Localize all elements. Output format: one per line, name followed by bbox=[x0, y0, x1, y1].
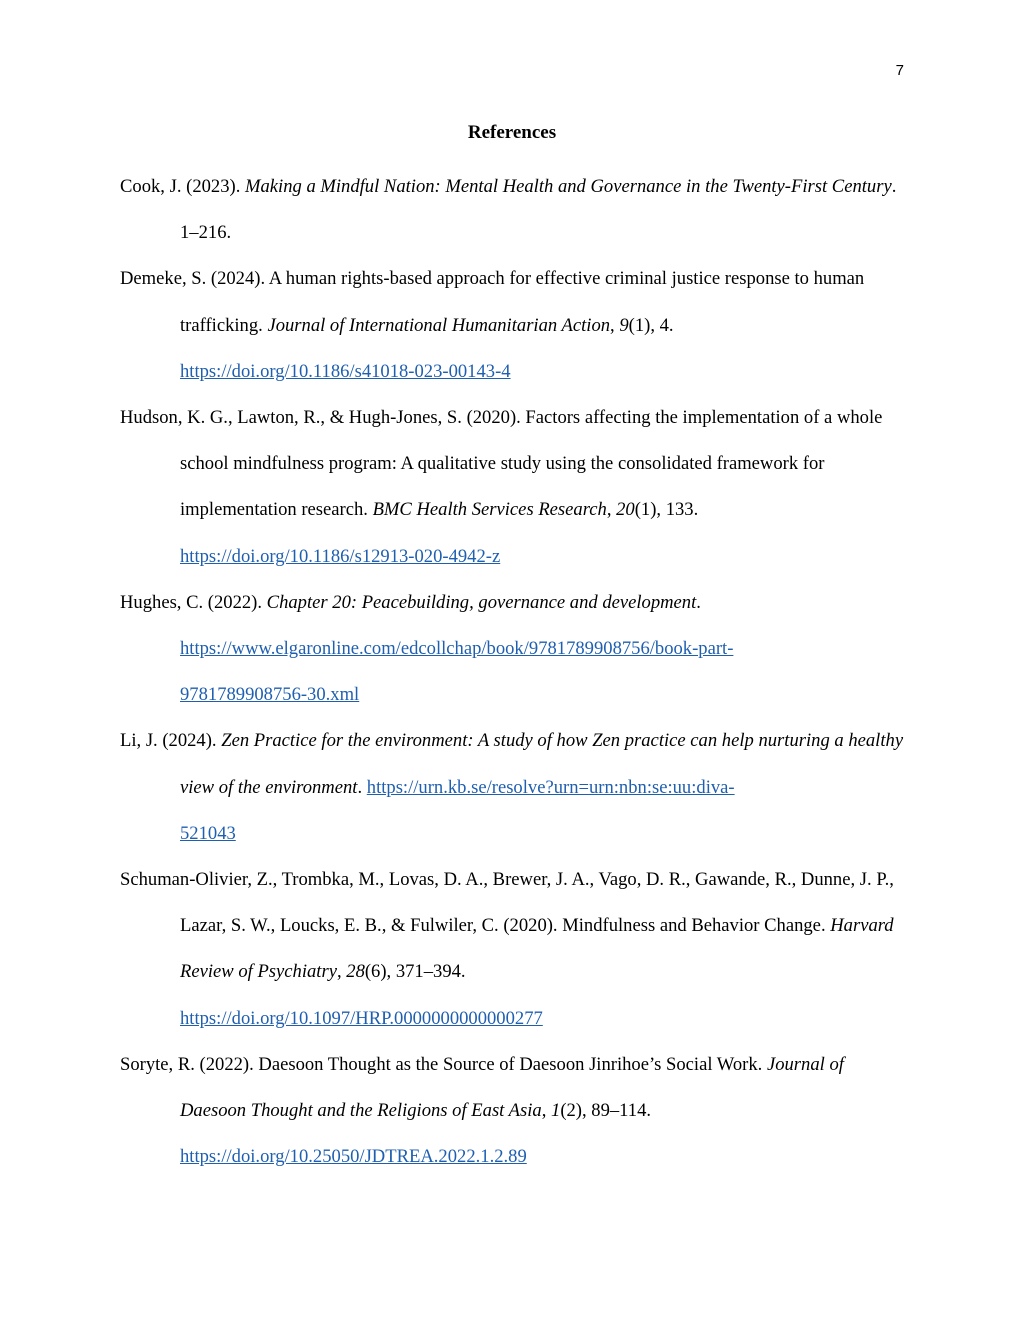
doi-link[interactable]: https://doi.org/10.25050/JDTREA.2022.1.2.89 bbox=[180, 1146, 527, 1168]
reference-title: Zen Practice for the environment: A study of how Zen practice can help nurturing a healthy view of the environment bbox=[180, 730, 904, 798]
references-heading: References bbox=[467, 122, 557, 143]
reference-list bbox=[120, 164, 910, 1180]
reference-journal: Journal of Daesoon Thought and the Religions of East Asia bbox=[180, 1053, 844, 1122]
reference-pages: . 1–216. bbox=[180, 176, 897, 244]
reference-demeke-2024 bbox=[120, 256, 910, 395]
reference-text: Li, J. (2024). bbox=[120, 730, 222, 752]
reference-li-2024 bbox=[120, 718, 910, 857]
reference-period: . bbox=[696, 591, 701, 613]
reference-period: . bbox=[357, 776, 363, 798]
reference-text: Demeke, S. (2024). A human rights-based approach for effective criminal justice response to human trafficking. bbox=[120, 268, 865, 336]
reference-soryte-2022 bbox=[120, 1042, 910, 1181]
reference-volume: 20 bbox=[616, 499, 635, 521]
reference-issue-pages: (2), 89–114. bbox=[560, 1100, 652, 1122]
reference-separator: , bbox=[606, 499, 617, 521]
reference-text: Cook, J. (2023). bbox=[120, 176, 245, 197]
reference-text: Hudson, K. G., Lawton, R., & Hugh-Jones, S. (2020). Factors affecting the implementation of a whole school mindfulness program: A qualitative study using the consolidated framework for implementation research. bbox=[120, 407, 883, 521]
reference-hudson-2020 bbox=[120, 395, 910, 580]
page-number: 7 bbox=[895, 62, 904, 79]
reference-journal: Harvard Review of Psychiatry bbox=[180, 915, 894, 983]
doi-link[interactable]: https://doi.org/10.1097/HRP.0000000000000277 bbox=[180, 1007, 543, 1029]
doi-link[interactable]: https://doi.org/10.1186/s41018-023-00143-4 bbox=[180, 360, 511, 382]
reference-cook-2023 bbox=[120, 164, 910, 256]
reference-separator: , bbox=[610, 314, 620, 336]
url-link-continued[interactable]: 9781789908756-30.xml bbox=[180, 684, 360, 706]
reference-title: Making a Mindful Nation: Mental Health and Governance in the Twenty-First Century bbox=[245, 176, 892, 197]
url-link[interactable]: https://www.elgaronline.com/edcollchap/book/9781789908756/book-part- bbox=[180, 638, 734, 660]
reference-schuman-olivier-2020 bbox=[120, 857, 910, 1042]
reference-issue-pages: (1), 4. bbox=[628, 314, 674, 336]
reference-issue-pages: (6), 371–394. bbox=[364, 961, 466, 983]
reference-issue-pages: (1), 133. bbox=[634, 499, 699, 521]
reference-volume: 9 bbox=[619, 314, 629, 336]
reference-text: Hughes, C. (2022). bbox=[120, 591, 267, 613]
reference-text: Soryte, R. (2022). Daesoon Thought as the Source of Daesoon Jinrihoe’s Social Work. bbox=[120, 1053, 767, 1075]
reference-text: Schuman-Olivier, Z., Trombka, M., Lovas, D. A., Brewer, J. A., Vago, D. R., Gawande, R., Dunne, J. P., Lazar, S. W., Loucks, E. B., & Fulwiler, C. (2020). Mindfulness and Behavior Change. bbox=[120, 869, 894, 937]
doi-link[interactable]: https://doi.org/10.1186/s12913-020-4942-z bbox=[180, 545, 501, 567]
url-link-continued[interactable]: 521043 bbox=[180, 822, 236, 844]
reference-volume: 28 bbox=[346, 961, 365, 983]
reference-journal: BMC Health Services Research bbox=[372, 499, 607, 521]
reference-journal: Journal of International Humanitarian Action bbox=[267, 314, 611, 336]
reference-separator: , bbox=[541, 1100, 552, 1122]
reference-hughes-2022 bbox=[120, 580, 910, 719]
reference-title: Chapter 20: Peacebuilding, governance and development bbox=[266, 591, 697, 613]
reference-separator: , bbox=[336, 961, 347, 983]
url-link[interactable]: https://urn.kb.se/resolve?urn=urn:nbn:se:uu:diva- bbox=[366, 776, 735, 798]
reference-volume: 1 bbox=[551, 1100, 561, 1122]
